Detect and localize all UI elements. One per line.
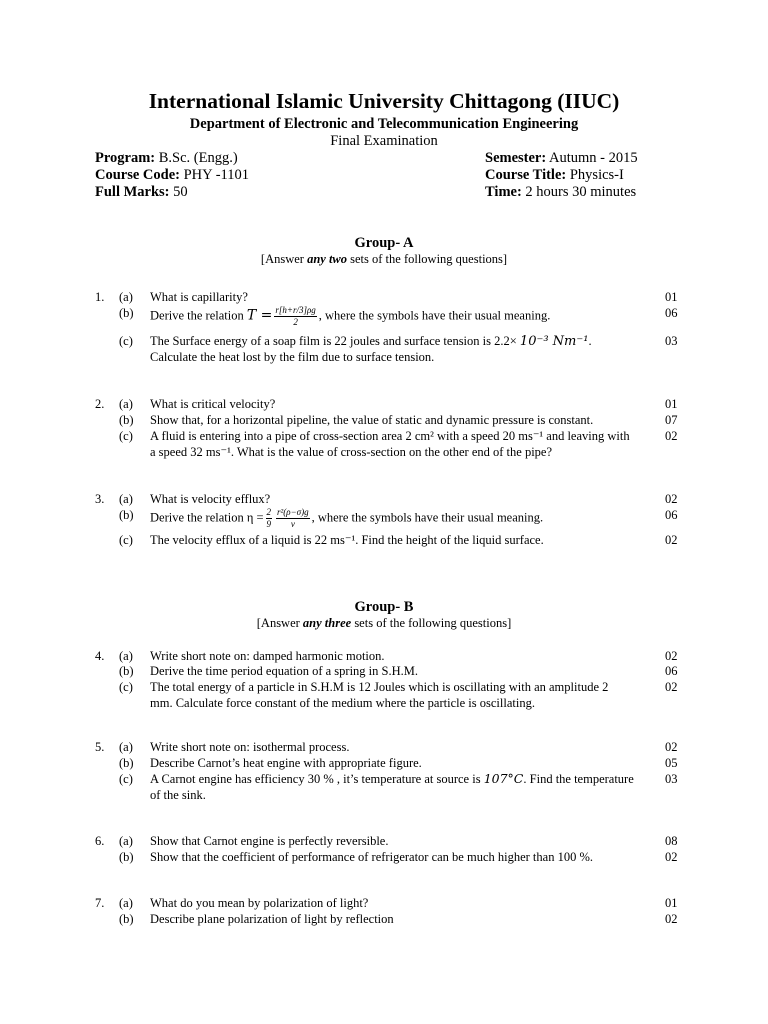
university-title: International Islamic University Chittagong (IIUC) (148, 89, 620, 113)
question-number: 1. (95, 290, 105, 304)
formula-fraction: $\frac{2}{9}$ (266, 507, 272, 529)
marks: 02 (665, 429, 678, 443)
group-b-instruction: [Answer any three sets of the following questions] (256, 616, 512, 630)
part-label: (a) (119, 896, 133, 910)
question-text: Describe Carnot’s heat engine with appropriate figure. (150, 756, 422, 770)
marks: 05 (665, 756, 678, 770)
part-label: (b) (119, 413, 134, 427)
question-text: What is critical velocity? (150, 397, 276, 411)
question-text: Describe plane polarization of light by reflection (150, 912, 394, 926)
part-label: (c) (119, 429, 133, 443)
question-number: 5. (95, 740, 105, 754)
department-name: Department of Electronic and Telecommunication Engineering (189, 116, 579, 132)
marks: 06 (665, 508, 678, 522)
formula-fraction: $\frac{r[h+r/3]\rho g}{2}$ (275, 305, 316, 327)
question-number: 4. (95, 649, 105, 663)
part-label: (b) (119, 664, 134, 678)
question-text: Derive the time period equation of a spring in S.H.M. (150, 664, 418, 678)
part-label: (b) (119, 756, 134, 770)
marks: 06 (665, 664, 678, 678)
program-info: Program: B.Sc. (Engg.) (95, 150, 238, 166)
marks: 06 (665, 306, 678, 320)
question-text: Show that Carnot engine is perfectly reversible. (150, 834, 389, 848)
group-a-title: Group- A (354, 235, 414, 251)
marks: 02 (665, 740, 678, 754)
question-text: Derive the relation T = $\frac{r[h+r/3]\rho g}{2}$ , where the symbols have their usual meaning. (150, 305, 551, 327)
marks: 08 (665, 834, 678, 848)
question-text: What do you mean by polarization of light? (150, 896, 369, 910)
marks: 02 (665, 533, 678, 547)
exam-name: Final Examination (330, 133, 438, 149)
marks: 01 (665, 290, 678, 304)
marks: 07 (665, 413, 678, 427)
group-a-instruction: [Answer any two sets of the following questions] (260, 252, 508, 266)
part-label: (c) (119, 772, 133, 786)
part-label: (b) (119, 850, 134, 864)
question-text: a speed 32 ms⁻¹. What is the value of cross-section on the other end of the pipe? (150, 445, 553, 459)
time-info: Time: 2 hours 30 minutes (485, 184, 637, 200)
question-text: Show that, for a horizontal pipeline, the value of static and dynamic pressure is constant. (150, 413, 594, 427)
part-label: (b) (119, 306, 134, 320)
part-label: (a) (119, 492, 133, 506)
marks: 03 (665, 334, 678, 348)
question-text: Derive the relation η = $\frac{2}{9}$ $\frac{\text{r²(ρ−σ)g}}{v}$ , where the symbols have their usual meaning. (150, 507, 544, 529)
part-label: (a) (119, 397, 133, 411)
part-label: (c) (119, 680, 133, 694)
part-label: (a) (119, 834, 133, 848)
question-text: The velocity efflux of a liquid is 22 ms⁻¹. Find the height of the liquid surface. (150, 533, 544, 547)
part-label: (b) (119, 508, 134, 522)
question-number: 6. (95, 834, 105, 848)
marks: 02 (665, 912, 678, 926)
semester-info: Semester: Autumn - 2015 (485, 150, 638, 166)
course-code-info: Course Code: PHY -1101 (95, 167, 249, 183)
part-label: (c) (119, 533, 133, 547)
question-text: A fluid is entering into a pipe of cross-section area 2 cm² with a speed 20 ms⁻¹ and leaving with (150, 429, 630, 443)
question-text: What is velocity efflux? (150, 492, 271, 506)
question-text: The Surface energy of a soap film is 22 joules and surface tension is 2.2× 10⁻³ Nm⁻¹. (150, 334, 592, 349)
group-b-title: Group- B (354, 599, 414, 615)
part-label: (a) (119, 290, 133, 304)
part-label: (a) (119, 740, 133, 754)
formula-fraction: $\frac{\text{r²(ρ−σ)g}}{v}$ (277, 507, 309, 529)
part-label: (c) (119, 334, 133, 348)
question-number: 2. (95, 397, 105, 411)
marks: 02 (665, 850, 678, 864)
marks: 01 (665, 896, 678, 910)
part-label: (a) (119, 649, 133, 663)
marks: 02 (665, 649, 678, 663)
marks: 02 (665, 680, 678, 694)
question-text: The total energy of a particle in S.H.M is 12 Joules which is oscillating with an amplitude 2 (150, 680, 609, 694)
question-text: Show that the coefficient of performance of refrigerator can be much higher than 100 %. (150, 850, 593, 864)
question-text: Calculate the heat lost by the film due to surface tension. (150, 350, 435, 364)
question-text: Write short note on: damped harmonic motion. (150, 649, 385, 663)
question-text: mm. Calculate force constant of the medium where the particle is oscillating. (150, 696, 535, 710)
question-text: Write short note on: isothermal process. (150, 740, 350, 754)
question-number: 7. (95, 896, 105, 910)
question-number: 3. (95, 492, 105, 506)
course-title-info: Course Title: Physics-I (485, 167, 624, 183)
question-text: What is capillarity? (150, 290, 248, 304)
question-text: of the sink. (150, 788, 206, 802)
full-marks-info: Full Marks: 50 (95, 184, 188, 200)
marks: 01 (665, 397, 678, 411)
question-text: A Carnot engine has efficiency 30 % , it’s temperature at source is 107°C. Find the temperature (150, 771, 634, 786)
marks: 02 (665, 492, 678, 506)
marks: 03 (665, 772, 678, 786)
part-label: (b) (119, 912, 134, 926)
